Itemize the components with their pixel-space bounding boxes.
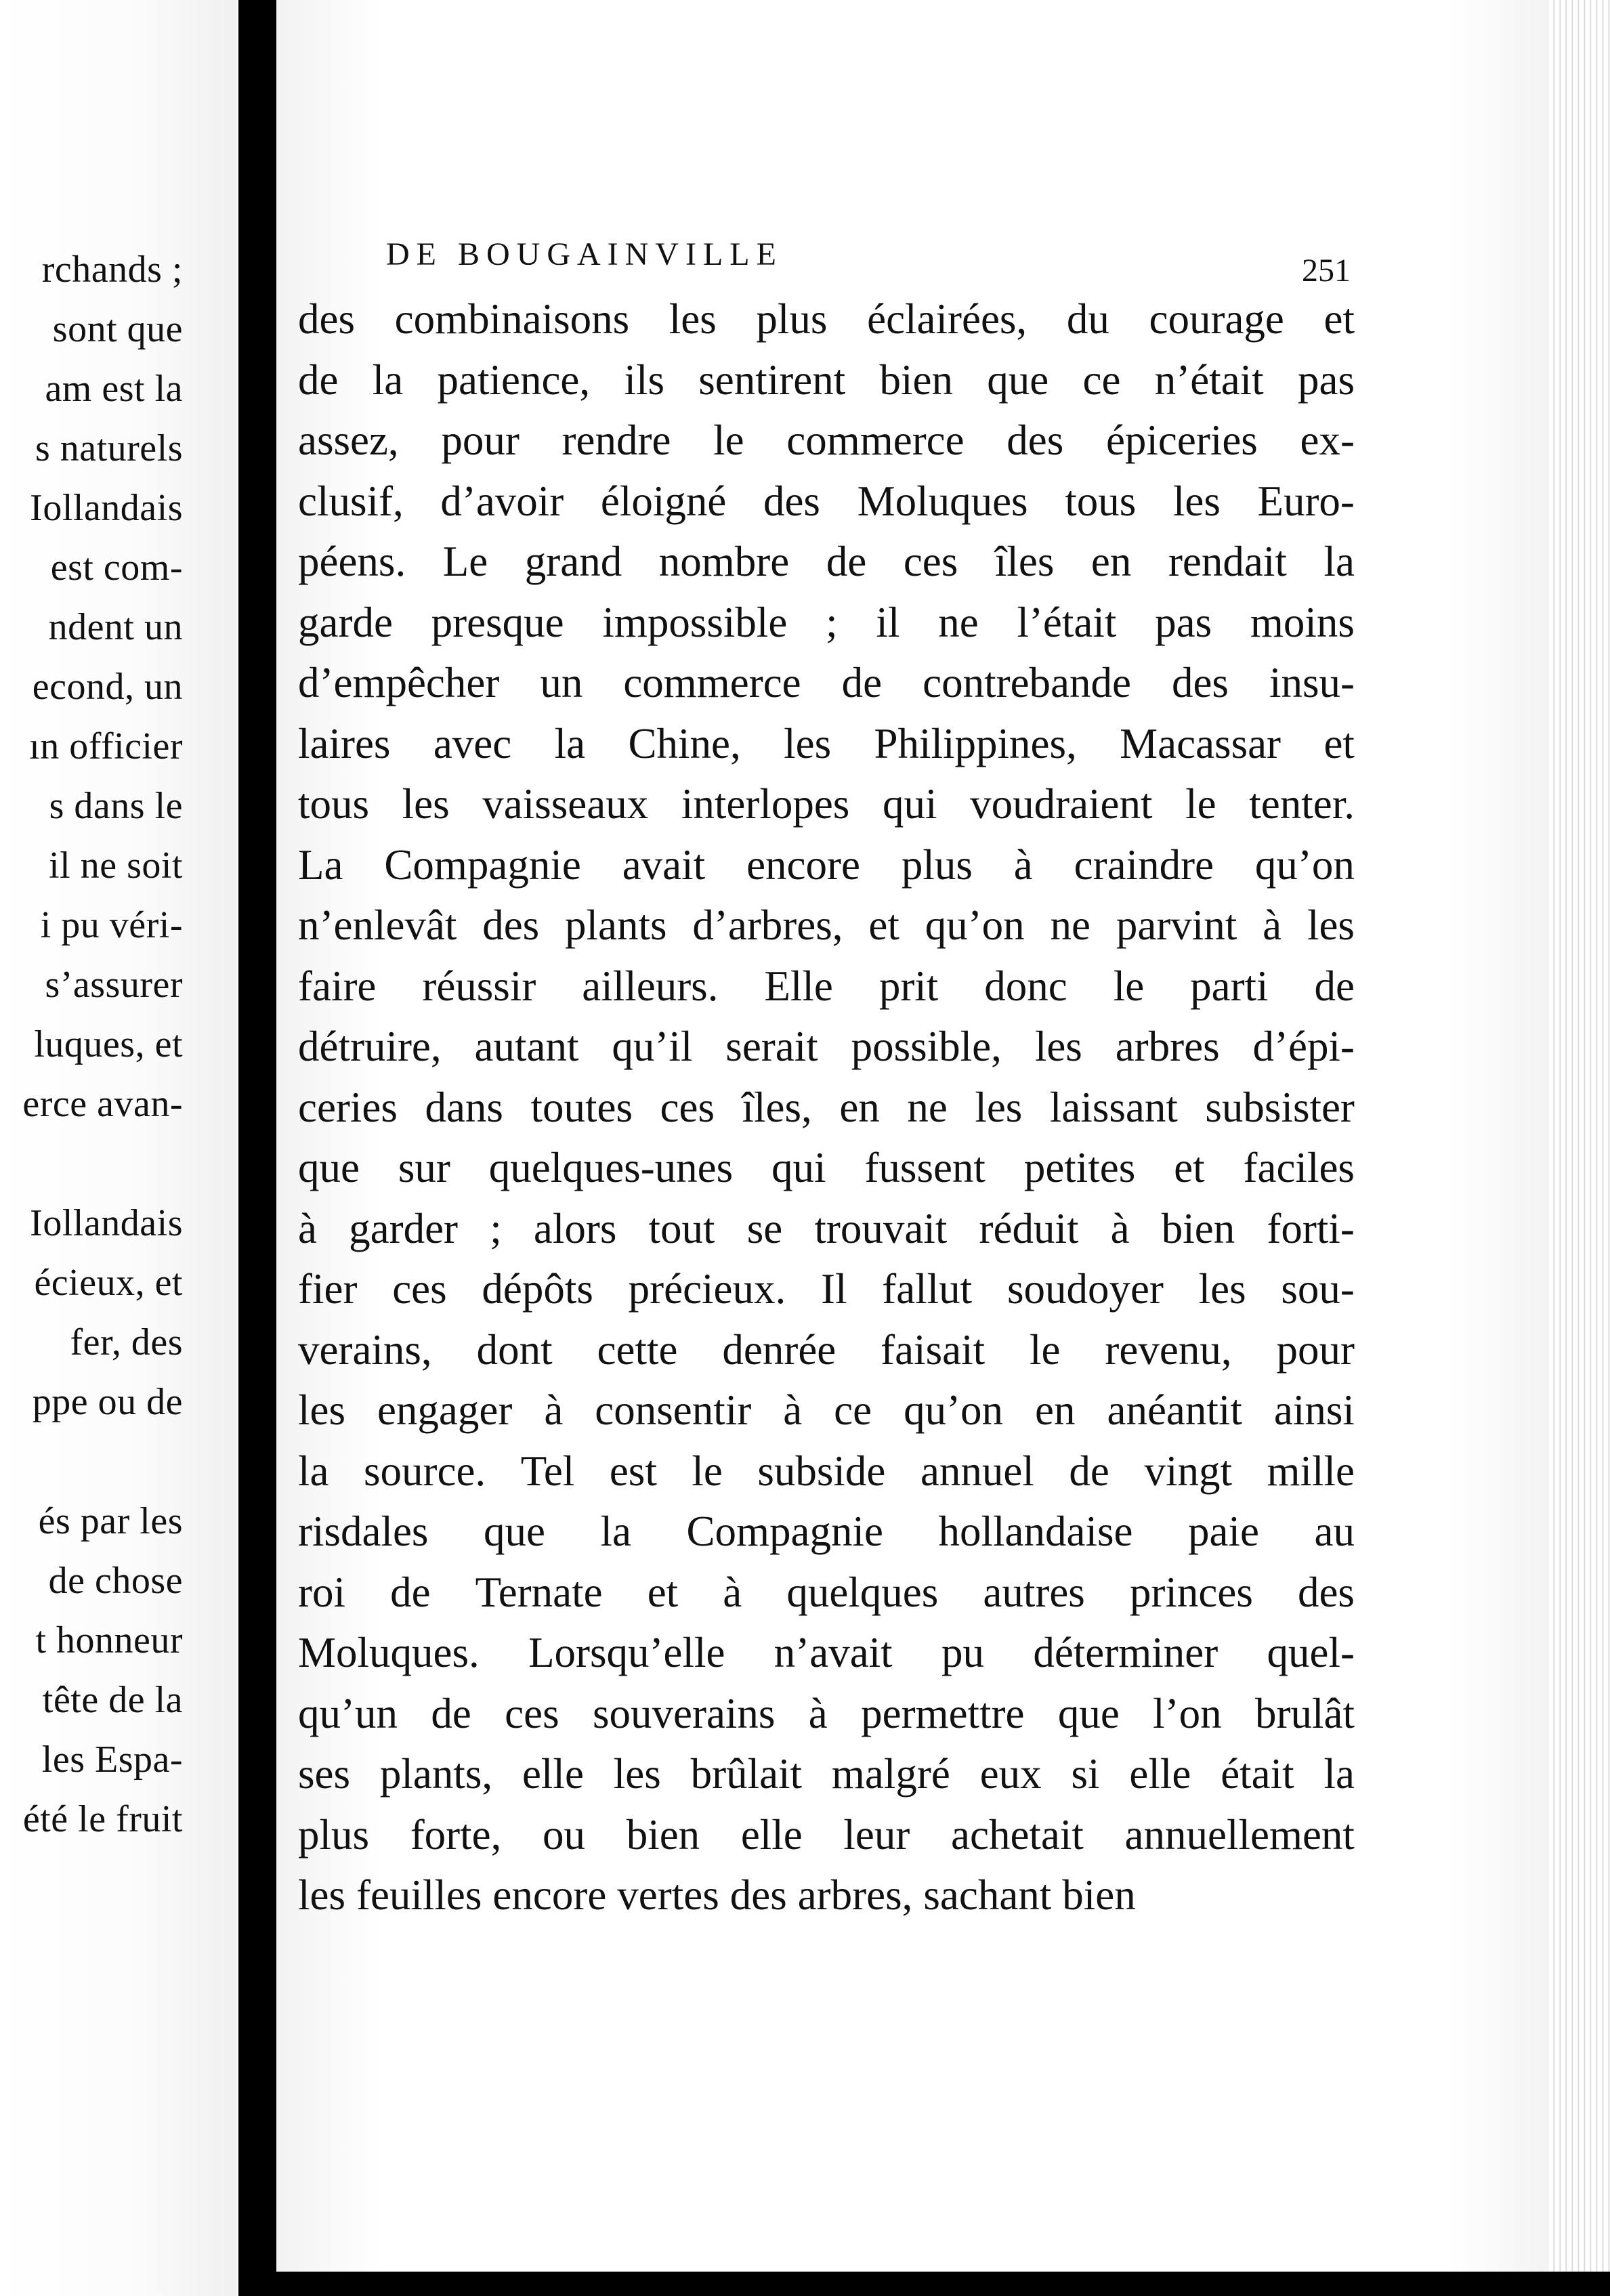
text-line: détruire, autant qu’il serait possible, les arbres d’épi- xyxy=(298,1023,1355,1070)
left-page-line: ndent un xyxy=(48,606,183,648)
left-page-line: ppe ou de xyxy=(32,1381,183,1423)
left-page-line: s’assurer xyxy=(45,964,183,1006)
left-page-line: tête de la xyxy=(42,1679,183,1721)
text-line: La Compagnie avait encore plus à craindre qu’on xyxy=(298,841,1355,889)
left-page-line: sont que xyxy=(52,308,183,350)
left-page-line: rchands ; xyxy=(41,249,183,291)
scan-bottom-border xyxy=(276,2272,1610,2296)
text-line: Moluques. Lorsqu’elle n’avait pu déterminer quel- xyxy=(298,1629,1355,1676)
left-page-line: s dans le xyxy=(49,785,183,827)
text-line: clusif, d’avoir éloigné des Moluques tous les Euro- xyxy=(298,477,1355,525)
text-line: n’enlevât des plants d’arbres, et qu’on ne parvint à les xyxy=(298,901,1355,949)
text-line: péens. Le grand nombre de ces îles en rendait la xyxy=(298,538,1355,585)
text-line: de la patience, ils sentirent bien que ce n’était pas xyxy=(298,356,1355,404)
text-line: tous les vaisseaux interlopes qui voudraient le tenter. xyxy=(298,780,1355,828)
left-page-line: il ne soit xyxy=(49,845,183,887)
left-page-line: i pu véri- xyxy=(40,904,183,946)
text-line: garde presque impossible ; il ne l’était pas moins xyxy=(298,598,1355,646)
left-page-line: de chose xyxy=(48,1560,183,1602)
left-page-line: és par les xyxy=(38,1500,183,1542)
left-page-line: erce avan- xyxy=(22,1083,183,1125)
left-page-line: am est la xyxy=(45,368,183,410)
text-line: ceries dans toutes ces îles, en ne les laissant subsister xyxy=(298,1083,1355,1131)
text-line: les feuilles encore vertes des arbres, sachant bien xyxy=(298,1871,1136,1919)
left-page-line: s naturels xyxy=(35,427,183,469)
text-line: d’empêcher un commerce de contrebande des insu- xyxy=(298,659,1355,706)
text-line: laires avec la Chine, les Philippines, Macassar et xyxy=(298,719,1355,767)
text-line: plus forte, ou bien elle leur achetait annuellement xyxy=(298,1810,1355,1858)
left-page-line: t honneur xyxy=(35,1619,183,1661)
text-line: les engager à consentir à ce qu’on en anéantit ainsi xyxy=(298,1386,1355,1434)
left-page-line: econd, un xyxy=(32,666,183,708)
text-line: ses plants, elle les brûlait malgré eux si elle était la xyxy=(298,1750,1355,1798)
page-edge xyxy=(1549,0,1610,2296)
left-page-line: Iollandais xyxy=(30,1202,183,1244)
left-page-line: est com- xyxy=(50,547,183,589)
text-line: roi de Ternate et à quelques autres princes des xyxy=(298,1568,1355,1616)
left-page xyxy=(0,0,237,2296)
text-line: à garder ; alors tout se trouvait réduit à bien forti- xyxy=(298,1204,1355,1252)
left-page-line: luques, et xyxy=(34,1023,183,1065)
text-line: des combinaisons les plus éclairées, du courage et xyxy=(298,295,1355,343)
text-line: que sur quelques-unes qui fussent petites et faciles xyxy=(298,1144,1355,1191)
left-page-line: Iollandais xyxy=(30,487,183,529)
left-page-line: les Espa- xyxy=(41,1739,183,1781)
text-line: risdales que la Compagnie hollandaise paie au xyxy=(298,1508,1355,1555)
left-page-line: été le fruit xyxy=(22,1798,183,1840)
left-page-line: ın officier xyxy=(29,725,183,767)
text-line: assez, pour rendre le commerce des épiceries ex- xyxy=(298,417,1355,464)
left-page-line: fer, des xyxy=(70,1321,183,1363)
text-line: qu’un de ces souverains à permettre que l’on brulât xyxy=(298,1689,1355,1737)
text-line: faire réussir ailleurs. Elle prit donc le parti de xyxy=(298,962,1355,1010)
running-head: DE BOUGAINVILLE xyxy=(386,236,783,272)
text-line: fier ces dépôts précieux. Il fallut soudoyer les sou- xyxy=(298,1265,1355,1313)
page-number: 251 xyxy=(1302,253,1351,289)
text-line: verains, dont cette denrée faisait le revenu, pour xyxy=(298,1325,1355,1374)
text-line: la source. Tel est le subside annuel de vingt mille xyxy=(298,1447,1355,1495)
book-gutter xyxy=(238,0,276,2296)
left-page-line: écieux, et xyxy=(34,1262,183,1304)
